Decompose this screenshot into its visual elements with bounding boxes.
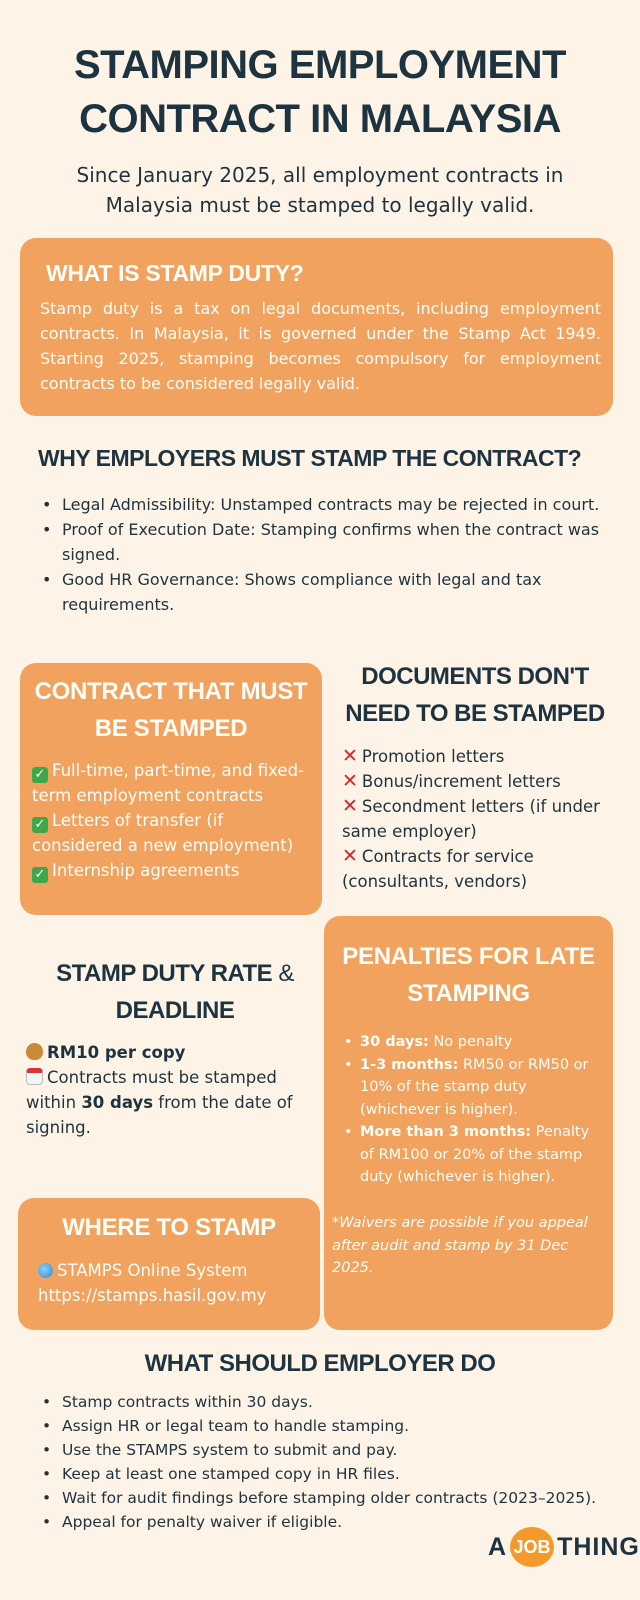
list-item: • Stamp contracts within 30 days. [38, 1390, 598, 1414]
list-item: • 1-3 months: RM50 or RM50 or 10% of the stamp duty (whichever is higher). [334, 1054, 603, 1122]
why-stamp-list [38, 492, 608, 617]
waiver-note: *Waivers are possible if you appeal after audit and stamp by 31 Dec 2025. [332, 1215, 588, 1276]
must-stamp-list [32, 758, 314, 883]
money-bag-icon [26, 1043, 43, 1060]
list-item: • 30 days: No penalty [334, 1031, 603, 1054]
list-item: • Legal Admissibility: Unstamped contracts may be rejected in court. [38, 492, 608, 517]
check-mark-icon: ✓ [32, 767, 48, 783]
must-stamp-title: CONTRACT THAT MUST BE STAMPED [34, 678, 308, 742]
list-item: ✓ Full-time, part-time, and fixed-term employment contracts [32, 761, 305, 805]
list-item: • Proof of Execution Date: Stamping confirms when the contract was signed. [38, 517, 608, 567]
penalties-title: PENALTIES FOR LATE STAMPING [342, 943, 595, 1007]
stamps-system-name: STAMPS Online System [57, 1261, 248, 1280]
page-subtitle: Since January 2025, all employment contracts in Malaysia must be stamped to legally valid. [76, 163, 564, 217]
rate-deadline-body [26, 1040, 316, 1140]
list-item: ✕ Contracts for service (consultants, vendors) [342, 845, 534, 891]
dont-stamp-title: DOCUMENTS DON'T NEED TO BE STAMPED [345, 663, 605, 727]
check-mark-icon: ✓ [32, 867, 48, 883]
list-item: • Appeal for penalty waiver if eligible. [38, 1510, 598, 1534]
employer-do-title: WHAT SHOULD EMPLOYER DO [144, 1350, 496, 1377]
stamp-duty-title: WHAT IS STAMP DUTY? [46, 260, 304, 286]
where-to-stamp-title: WHERE TO STAMP [62, 1214, 276, 1241]
calendar-icon [26, 1068, 43, 1085]
list-item: • Wait for audit findings before stamping older contracts (2023–2025). [38, 1486, 598, 1510]
list-item: ✓ Letters of transfer (if considered a new employment) [32, 811, 294, 855]
penalties-list [334, 1031, 603, 1189]
brand-logo: A JOB THING [488, 1527, 640, 1567]
why-stamp-title: WHY EMPLOYERS MUST STAMP THE CONTRACT? [38, 445, 582, 471]
cross-mark-icon: ✕ [342, 795, 358, 817]
list-item: ✕ Secondment letters (if under same employer) [342, 795, 600, 841]
dont-stamp-list [342, 744, 612, 894]
where-to-stamp-card [18, 1198, 320, 1330]
price-line: RM10 per copy [26, 1040, 316, 1065]
must-stamp-card [20, 663, 322, 915]
globe-icon [38, 1263, 53, 1278]
cross-mark-icon: ✕ [342, 745, 358, 767]
list-item: ✓ Internship agreements [32, 858, 314, 883]
check-mark-icon: ✓ [32, 817, 48, 833]
stamp-duty-description: Stamp duty is a tax on legal documents, including employment contracts. In Malaysia, it is governed under the Stamp Act 1949. Starting 2025, stamping becomes compulsory for employment contracts to be considered legally valid. [40, 299, 601, 393]
list-item: • Assign HR or legal team to handle stamping. [38, 1414, 598, 1438]
rate-deadline-title: STAMP DUTY RATE & DEADLINE [56, 960, 294, 1024]
list-item: • Keep at least one stamped copy in HR files. [38, 1462, 598, 1486]
list-item: ✕ Bonus/increment letters [342, 770, 561, 792]
deadline-line: Contracts must be stamped within 30 days from the date of signing. [26, 1068, 293, 1137]
penalties-card [324, 916, 613, 1330]
list-item: ✕ Promotion letters [342, 745, 505, 767]
stamp-duty-card [20, 238, 613, 416]
stamps-url-link[interactable]: https://stamps.hasil.gov.my [38, 1286, 267, 1305]
cross-mark-icon: ✕ [342, 770, 358, 792]
page-title: STAMPING EMPLOYMENT CONTRACT IN MALAYSIA [74, 43, 566, 141]
list-item: • Use the STAMPS system to submit and pay. [38, 1438, 598, 1462]
cross-mark-icon: ✕ [342, 845, 358, 867]
employer-do-list [38, 1390, 598, 1534]
list-item: • More than 3 months: Penalty of RM100 or 20% of the stamp duty (whichever is higher). [334, 1121, 603, 1189]
list-item: • Good HR Governance: Shows compliance with legal and tax requirements. [38, 567, 608, 617]
